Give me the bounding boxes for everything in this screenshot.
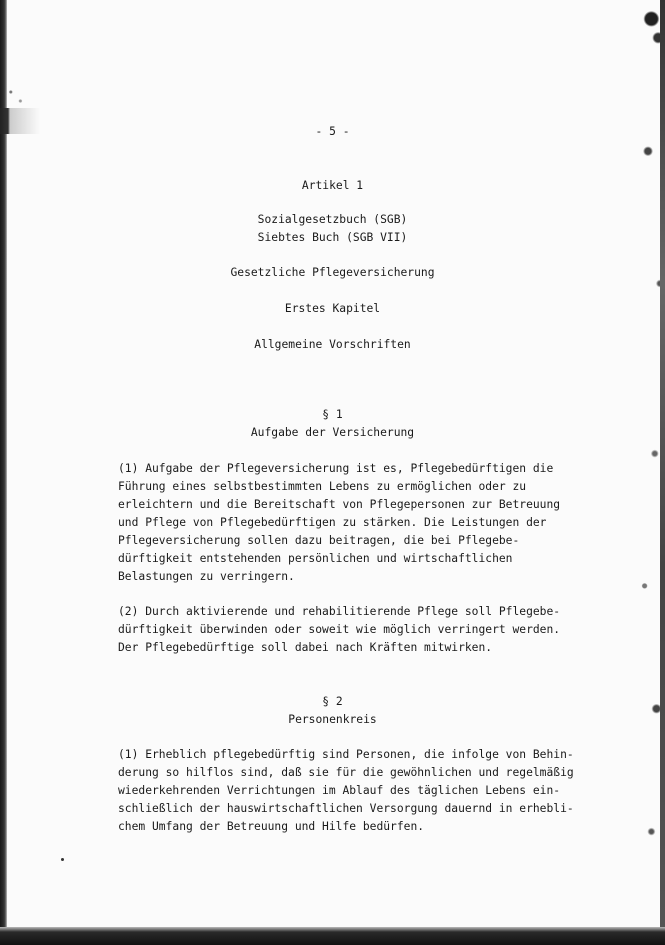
section-1-title: Aufgabe der Versicherung <box>250 426 415 439</box>
section-2-para-1-line: derung so hilflos sind, daß sie für die gewöhnlichen und regelmäßig <box>118 766 574 779</box>
section-1-number: § 1 <box>322 408 343 421</box>
section-1-para-1-line: (1) Aufgabe der Pflegeversicherung ist es, Pflegebedürftigen die <box>118 462 554 475</box>
section-2-number: § 2 <box>322 695 343 708</box>
section-2-para-1-line: wiederkehrenden Verrichtungen im Ablauf des täglichen Lebens ein- <box>118 784 561 797</box>
scan-dot <box>61 858 64 861</box>
section-2-para-1-line: chem Umfang der Betreuung und Hilfe bedürfen. <box>118 820 425 833</box>
section-2-para-1-line: schließlich der hauswirtschaftlichen Versorgung dauernd in erhebli- <box>118 802 574 815</box>
law-title: Gesetzliche Pflegeversicherung <box>230 266 435 279</box>
page-number: - 5 - <box>315 125 350 138</box>
scan-shadow-right <box>660 0 665 945</box>
section-1-para-2-line: (2) Durch aktivierende und rehabilitierende Pflege soll Pflegebe- <box>118 605 561 618</box>
section-2-title: Personenkreis <box>288 713 377 726</box>
section-1-para-1-line: Belastungen zu verringern. <box>118 570 295 583</box>
article-heading: Artikel 1 <box>301 179 364 192</box>
section-1-para-1-line: Führung eines selbstbestimmten Lebens zu ermöglichen oder zu <box>118 480 527 493</box>
chapter-title: Allgemeine Vorschriften <box>254 338 411 351</box>
section-2-para-1-line: (1) Erheblich pflegebedürftig sind Personen, die infolge von Behin- <box>118 748 574 761</box>
chapter-heading: Erstes Kapitel <box>284 302 381 315</box>
section-1-para-2-line: Der Pflegebedürftige soll dabei nach Kräften mitwirken. <box>118 641 493 654</box>
section-1-para-1-line: erleichtern und die Bereitschaft von Pflegepersonen zur Betreuung <box>118 498 561 511</box>
section-1-para-1-line: dürftigkeit entstehenden persönlichen und wirtschaftlichen <box>118 552 513 565</box>
scan-speckle <box>6 80 30 110</box>
scan-shadow-left <box>0 0 7 945</box>
scan-shadow-bottom <box>0 927 665 945</box>
book-title-line-2: Siebtes Buch (SGB VII) <box>257 231 408 244</box>
section-1-para-1-line: Pflegeversicherung sollen dazu beitragen, die bei Pflegebe- <box>118 534 520 547</box>
book-title-line-1: Sozialgesetzbuch (SGB) <box>257 213 408 226</box>
section-1-para-2-line: dürftigkeit überwinden oder soweit wie möglich verringert werden. <box>118 623 561 636</box>
section-1-para-1-line: und Pflege von Pflegebedürftigen zu stärken. Die Leistungen der <box>118 516 547 529</box>
